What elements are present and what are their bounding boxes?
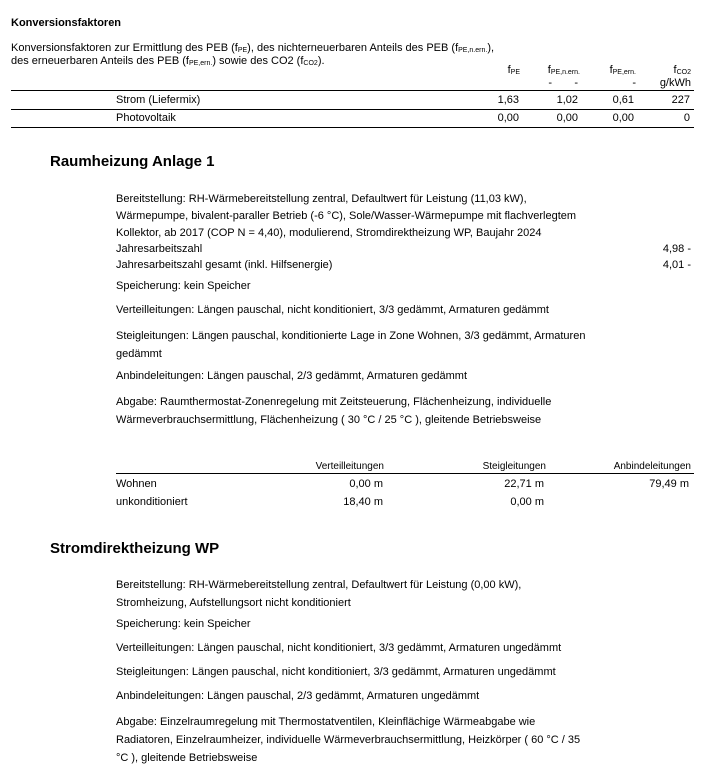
table-cell: 18,40 m <box>343 496 383 508</box>
konv-intro-text: ), des nichterneuerbaren Anteils des PEB (f <box>247 42 459 54</box>
stromdirekt-speicherung: Speicherung: kein Speicher <box>116 618 251 630</box>
jaz-gesamt-label: Jahresarbeitszahl gesamt (inkl. Hilfsenergie) <box>116 259 333 271</box>
konv-cell: 0,61 <box>612 94 634 106</box>
table-header-rule <box>116 473 694 474</box>
konv-intro-text: ), <box>487 42 495 54</box>
text-line: Steigleitungen: Längen pauschal, konditionierte Lage in Zone Wohnen, 3/3 gedämmt, Armaturen <box>116 330 586 342</box>
stromdirekt-anbindeleitungen: Anbindeleitungen: Längen pauschal, 2/3 gedämmt, Armaturen ungedämmt <box>116 690 480 702</box>
konv-intro-sub: PE,n.ern. <box>458 47 488 54</box>
table-col-header: Verteilleitungen <box>315 461 384 472</box>
konv-intro-sub: PE <box>237 47 248 54</box>
konv-table-rule <box>11 90 694 91</box>
konv-cell: 0,00 <box>612 112 634 124</box>
section-heading-raumheizung <box>50 153 214 170</box>
konv-intro-text: des erneuerbaren Anteils des PEB (f <box>11 55 189 67</box>
section-heading-stromdirekt <box>50 540 219 557</box>
konv-cell: 0,00 <box>497 112 519 124</box>
jaz-gesamt-value: 4,01 - <box>662 259 691 271</box>
konv-col-sub: CO2 <box>676 69 691 76</box>
konv-row-divider <box>11 109 694 110</box>
stromdirekt-bereitstellung <box>116 576 521 612</box>
text-line: Wärmepumpe, bivalent-paraller Betrieb (-6 °C), Sole/Wasser-Wärmepumpe mit flachverlegtem <box>116 210 577 222</box>
konv-cell: 0 <box>683 112 690 124</box>
anlage1-steigleitungen <box>116 327 585 363</box>
text-line: Radiatoren, Einzelraumheizer, individuelle Wärmeverbrauchsermittlung, Heizkörper ( 60 °C / 35 <box>116 734 581 746</box>
text-line: Abgabe: Einzelraumregelung mit Thermostatventilen, Kleinflächige Wärmeabgabe wie <box>116 716 536 728</box>
konv-cell: 1,63 <box>497 94 519 106</box>
jaz-value: 4,98 - <box>662 243 691 255</box>
konv-intro-line2 <box>11 55 325 67</box>
konv-row-label: Photovoltaik <box>116 112 176 124</box>
section-title-konversionsfaktoren: Konversionsfaktoren <box>11 17 122 29</box>
table-row-label: Wohnen <box>116 478 157 490</box>
konv-table-bottom-rule <box>11 127 694 128</box>
stromdirekt-verteilleitungen: Verteilleitungen: Längen pauschal, nicht konditioniert, 3/3 gedämmt, Armaturen ungedämmt <box>116 642 562 654</box>
table-cell: 0,00 m <box>349 478 383 490</box>
text-line: Bereitstellung: RH-Wärmebereitstellung zentral, Defaultwert für Leistung (0,00 kW), <box>116 579 522 591</box>
konv-col-header <box>480 64 520 76</box>
konv-col-unit: g/kWh <box>659 77 691 89</box>
konv-row-label: Strom (Liefermix) <box>116 94 201 106</box>
anlage1-bereitstellung <box>116 191 576 242</box>
text-line: Wärmeverbrauchsermittlung, Flächenheizung ( 30 °C / 25 °C ), gleitende Betriebsweise <box>116 414 542 426</box>
text-line: °C ), gleitende Betriebsweise <box>116 752 258 764</box>
text-line: Bereitstellung: RH-Wärmebereitstellung zentral, Defaultwert für Leistung (11,03 kW), <box>116 193 527 205</box>
table-cell: 0,00 m <box>510 496 544 508</box>
page-heading: Raumheizung Anlage 1 <box>50 153 215 170</box>
konv-intro-text: ) sowie des CO2 (f <box>212 55 304 67</box>
anlage1-abgabe <box>116 393 551 429</box>
text-line: gedämmt <box>116 348 162 360</box>
stromdirekt-steigleitungen: Steigleitungen: Längen pauschal, nicht konditioniert, 3/3 gedämmt, Armaturen ungedämmt <box>116 666 556 678</box>
konv-col-header <box>528 64 580 76</box>
konv-col-f: f <box>609 64 613 76</box>
anlage1-anbindeleitungen: Anbindeleitungen: Längen pauschal, 2/3 gedämmt, Armaturen gedämmt <box>116 370 468 382</box>
konv-col-sub: PE <box>510 69 520 76</box>
anlage1-speicherung: Speicherung: kein Speicher <box>116 280 251 292</box>
text-line: Abgabe: Raumthermostat-Zonenregelung mit Zeitsteuerung, Flächenheizung, individuelle <box>116 396 552 408</box>
konv-col-unit: - <box>632 77 636 89</box>
konv-intro-sub: PE,ern. <box>188 60 213 67</box>
page-heading: Stromdirektheizung WP <box>50 540 220 557</box>
table-col-header: Anbindeleitungen <box>613 461 691 472</box>
konv-intro-sub: CO2 <box>303 60 318 67</box>
table-cell: 22,71 m <box>504 478 544 490</box>
text-line: Stromheizung, Aufstellungsort nicht konditioniert <box>116 597 351 609</box>
konv-col-unit: - <box>574 77 578 89</box>
table-col-header: Steigleitungen <box>482 461 546 472</box>
jaz-label: Jahresarbeitszahl <box>116 243 203 255</box>
konv-intro-text: Konversionsfaktoren zur Ermittlung des PEB (f <box>11 42 238 54</box>
table-cell: 79,49 m <box>649 478 689 490</box>
anlage1-verteilleitungen: Verteilleitungen: Längen pauschal, nicht konditioniert, 3/3 gedämmt, Armaturen gedämmt <box>116 304 549 316</box>
konv-cell: 1,02 <box>556 94 578 106</box>
konv-col-header <box>590 64 636 76</box>
text-line: Kollektor, ab 2017 (COP N = 4,40), modulierend, Stromdirektheizung WP, Baujahr 2024 <box>116 227 542 239</box>
konv-col-sub: PE,ern. <box>612 69 636 76</box>
konv-intro-text: ). <box>317 55 325 67</box>
table-row-label: unkonditioniert <box>116 496 188 508</box>
konv-col-f: f <box>673 64 677 76</box>
konv-cell: 227 <box>671 94 690 106</box>
konv-col-header <box>650 64 691 76</box>
konv-intro-line1 <box>11 42 494 54</box>
konv-cell: 0,00 <box>556 112 578 124</box>
stromdirekt-abgabe <box>116 713 580 767</box>
konv-col-sub: PE,n.ern. <box>550 69 580 76</box>
konv-col-f: f <box>547 64 551 76</box>
konv-col-f: f <box>507 64 511 76</box>
konv-col-unit: - <box>548 77 552 89</box>
